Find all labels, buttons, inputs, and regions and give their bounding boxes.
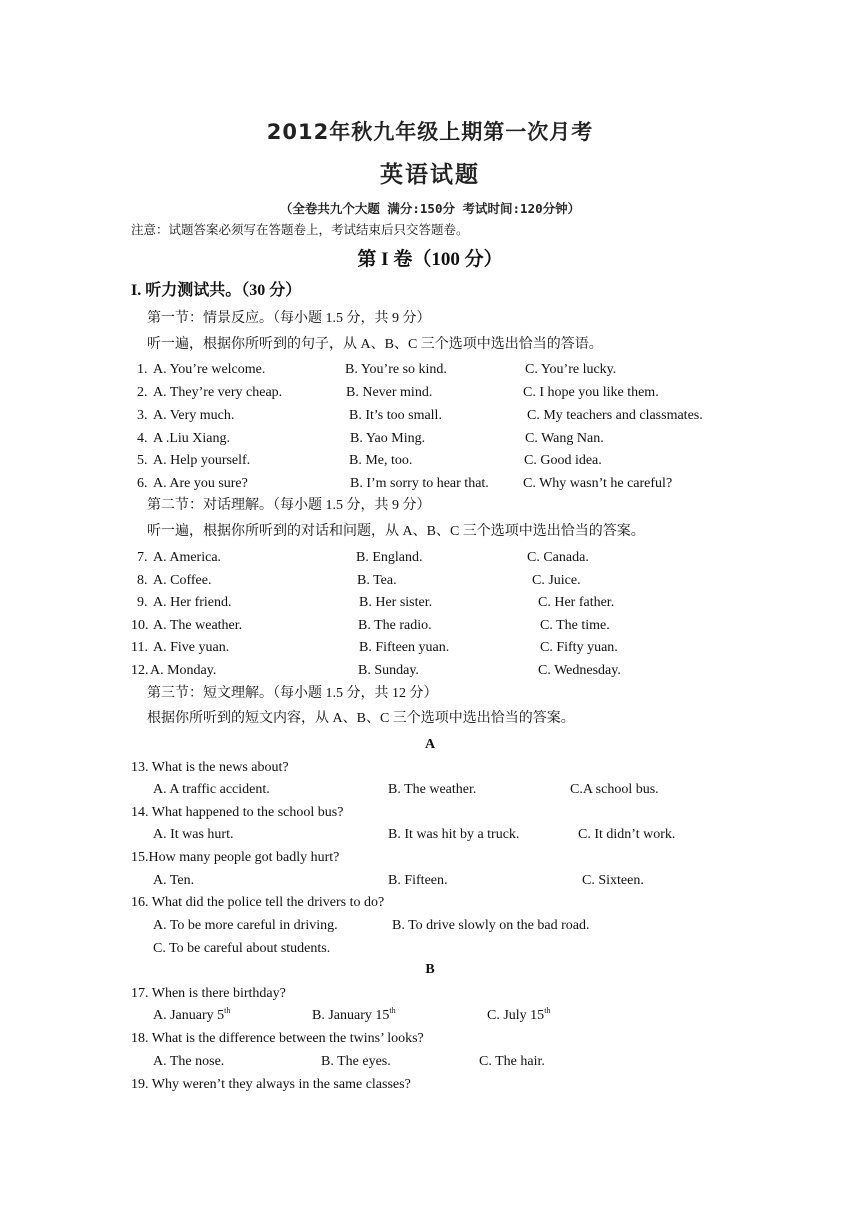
option-b: B. The radio. — [358, 618, 432, 633]
question-number: 4. — [137, 431, 148, 446]
option-c: C. Wang Nan. — [525, 431, 604, 446]
question-number: 10. — [131, 618, 149, 633]
question-number: 9. — [137, 595, 148, 610]
question-15: 15.How many people got badly hurt? — [131, 850, 340, 865]
part1-instruction: 听一遍，根据你所听到的句子，从 A、B、C 三个选项中选出恰当的答语。 — [147, 337, 603, 352]
question-number: 1. — [137, 362, 148, 377]
question-16: 16. What did the police tell the drivers to do? — [131, 895, 385, 910]
question-number: 8. — [137, 573, 148, 588]
option-c: C.A school bus. — [570, 782, 659, 797]
option-c: C. To be careful about students. — [153, 941, 331, 956]
exam-subject: 英语试题 — [380, 162, 480, 188]
exam-title: 2012年秋九年级上期第一次月考 — [266, 120, 594, 144]
option-c: C. You’re lucky. — [525, 362, 617, 377]
volume-heading: 第 I 卷（100 分） — [357, 249, 503, 270]
question-13: 13. What is the news about? — [131, 760, 289, 775]
section-title: I. 听力测试共。（30 分） — [131, 282, 302, 299]
option-a: A .Liu Xiang. — [153, 431, 230, 446]
option-a: A. January 5th — [153, 1006, 231, 1023]
option-c: C. I hope you like them. — [523, 385, 659, 400]
question-number: 12. — [131, 663, 149, 678]
question-number: 2. — [137, 385, 148, 400]
option-b: B. Me, too. — [349, 453, 413, 468]
option-b: B. Never mind. — [346, 385, 433, 400]
option-b: B. It’s too small. — [349, 408, 442, 423]
option-a: A. Monday. — [150, 663, 217, 678]
option-a: A. The nose. — [153, 1054, 225, 1069]
option-a: A. The weather. — [153, 618, 243, 633]
option-a: A. Ten. — [153, 873, 195, 888]
option-b: B. Her sister. — [359, 595, 433, 610]
option-a: A. Her friend. — [153, 595, 232, 610]
question-18: 18. What is the difference between the twins’ looks? — [131, 1031, 424, 1046]
option-b: B. I’m sorry to hear that. — [350, 476, 489, 491]
option-c: C. The time. — [540, 618, 610, 633]
option-c: C. The hair. — [479, 1054, 545, 1069]
option-c: C. Sixteen. — [582, 873, 644, 888]
option-a: A. Coffee. — [153, 573, 212, 588]
option-c: C. July 15th — [487, 1006, 551, 1023]
option-c: C. Good idea. — [524, 453, 602, 468]
option-b: B. You’re so kind. — [345, 362, 447, 377]
option-a: A. Are you sure? — [153, 476, 248, 491]
option-a: A. To be more careful in driving. — [153, 918, 338, 933]
option-b: B. The weather. — [388, 782, 477, 797]
passage-a-label: A — [424, 737, 436, 752]
option-c: C. Why wasn’t he careful? — [523, 476, 673, 491]
question-number: 3. — [137, 408, 148, 423]
option-b: B. It was hit by a truck. — [388, 827, 520, 842]
option-a: A. America. — [153, 550, 222, 565]
option-b: B. Sunday. — [358, 663, 419, 678]
option-a: A. You’re welcome. — [153, 362, 266, 377]
option-b: B. Fifteen yuan. — [359, 640, 450, 655]
part3-heading: 第三节：短文理解。（每小题 1.5 分，共 12 分） — [147, 686, 438, 701]
question-17: 17. When is there birthday? — [131, 986, 286, 1001]
question-number: 6. — [137, 476, 148, 491]
option-c: C. Fifty yuan. — [540, 640, 618, 655]
option-b: B. Yao Ming. — [350, 431, 426, 446]
part1-heading: 第一节：情景反应。（每小题 1.5 分，共 9 分） — [147, 311, 431, 326]
option-a: A. They’re very cheap. — [153, 385, 283, 400]
option-c: C. Canada. — [527, 550, 589, 565]
option-b: B. To drive slowly on the bad road. — [392, 918, 590, 933]
option-b: B. Tea. — [357, 573, 397, 588]
exam-subtitle: （全卷共九个大题 满分:150分 考试时间:120分钟） — [279, 201, 581, 216]
option-b: B. January 15th — [312, 1006, 396, 1023]
option-c: C. Her father. — [538, 595, 615, 610]
option-a: A. Five yuan. — [153, 640, 230, 655]
option-b: B. Fifteen. — [388, 873, 448, 888]
question-number: 5. — [137, 453, 148, 468]
passage-b-label: B — [425, 962, 435, 977]
question-19: 19. Why weren’t they always in the same classes? — [131, 1077, 411, 1092]
option-c: C. Juice. — [532, 573, 581, 588]
option-c: C. It didn’t work. — [578, 827, 676, 842]
question-14: 14. What happened to the school bus? — [131, 805, 344, 820]
question-number: 11. — [131, 640, 148, 655]
option-b: B. England. — [356, 550, 423, 565]
option-b: B. The eyes. — [321, 1054, 391, 1069]
option-a: A. Help yourself. — [153, 453, 251, 468]
option-a: A. A traffic accident. — [153, 782, 270, 797]
option-a: A. It was hurt. — [153, 827, 234, 842]
part3-instruction: 根据你所听到的短文内容，从 A、B、C 三个选项中选出恰当的答案。 — [147, 711, 575, 726]
option-c: C. My teachers and classmates. — [527, 408, 703, 423]
question-number: 7. — [137, 550, 148, 565]
option-a: A. Very much. — [153, 408, 235, 423]
exam-note: 注意：试题答案必须写在答题卷上，考试结束后只交答题卷。 — [131, 222, 469, 237]
part2-heading: 第二节：对话理解。（每小题 1.5 分，共 9 分） — [147, 498, 431, 513]
option-c: C. Wednesday. — [538, 663, 621, 678]
part2-instruction: 听一遍，根据你所听到的对话和问题，从 A、B、C 三个选项中选出恰当的答案。 — [147, 524, 645, 539]
